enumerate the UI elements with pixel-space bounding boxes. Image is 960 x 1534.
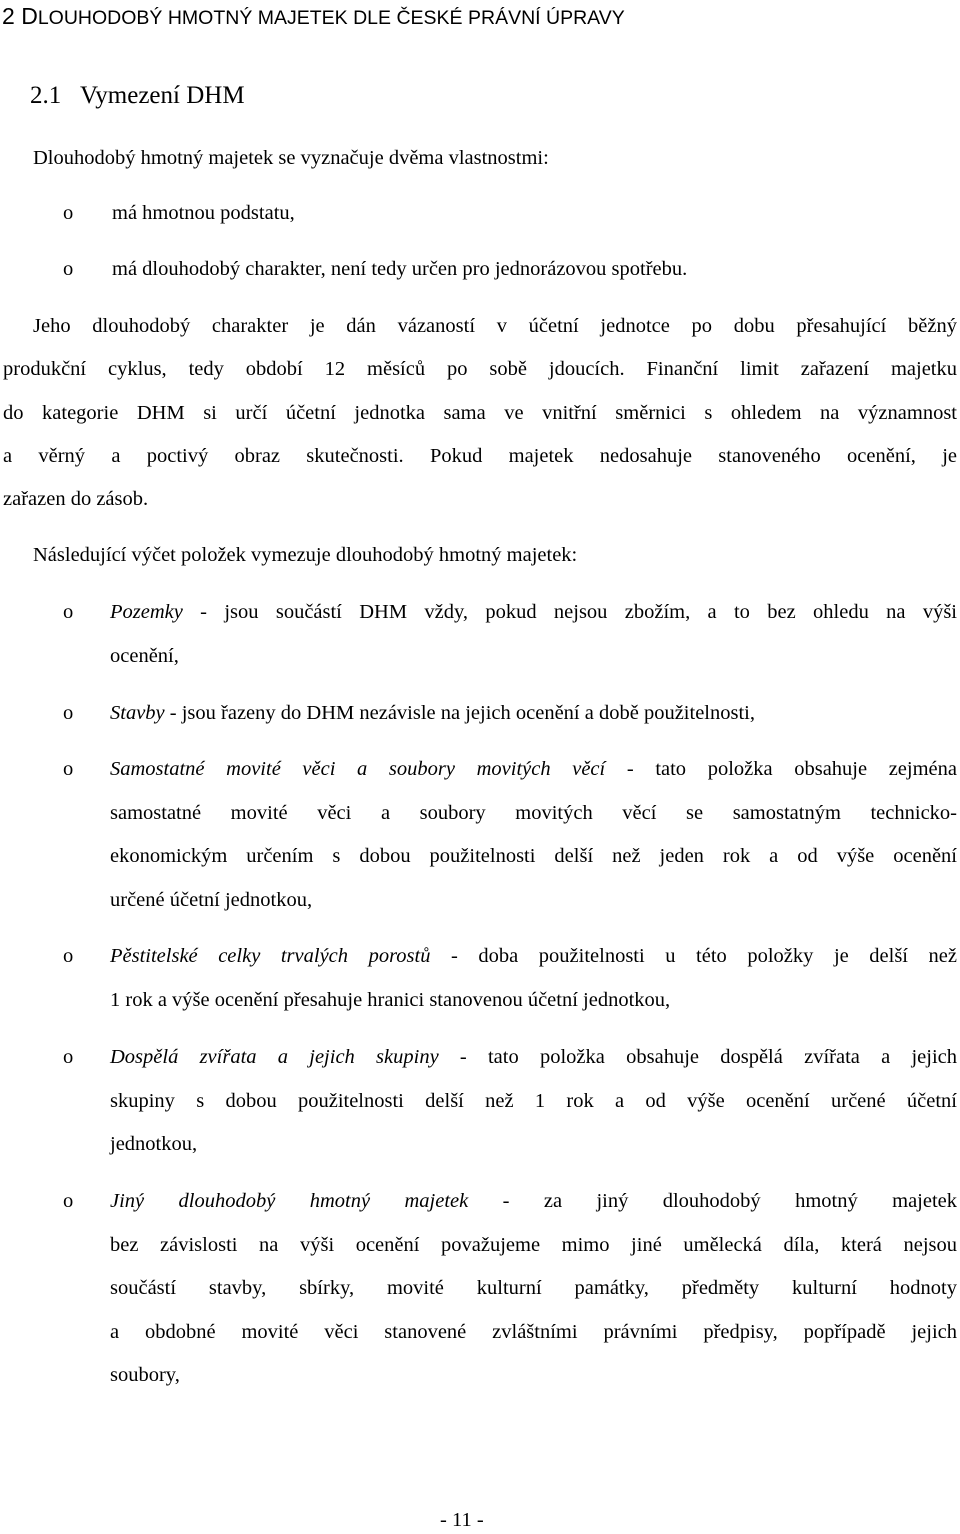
property-item: má hmotnou podstatu, [112, 202, 295, 224]
list-intro-text: Následující výčet položek vymezuje dlouhodobý hmotný majetek: [33, 544, 578, 566]
list-item-text: - jsou součástí DHM vždy, pokud nejsou zbožím, a to bez ohledu na výši [182, 601, 957, 623]
list-item-text: - tato položka obsahuje zejména [605, 758, 957, 780]
list-item-term: Samostatné movité věci a soubory movitých věcí [110, 758, 606, 780]
list-item-text: - tato položka obsahuje dospělá zvířata a jejich [438, 1046, 957, 1068]
section-number: 2.1 [30, 82, 62, 109]
list-item-line [110, 598, 957, 626]
list-item-line: skupiny s dobou použitelnosti delší než 1 rok a od výše ocenění určené účetní [110, 1090, 957, 1112]
list-item-line: součástí stavby, sbírky, movité kulturní památky, předměty kulturní hodnoty [110, 1277, 957, 1299]
paragraph-line: produkční cyklus, tedy období 12 měsíců po sobě jdoucích. Finanční limit zařazení majetku [3, 358, 957, 380]
chapter-number: 2 [2, 3, 15, 29]
list-item-term: Stavby [110, 702, 165, 724]
list-item-line: ekonomickým určením s dobou použitelnosti delší než jeden rok a od výše ocenění [110, 845, 957, 867]
list-item-line [110, 755, 957, 783]
list-item-line [110, 699, 755, 727]
section-heading [30, 80, 245, 112]
list-item-term: Dospělá zvířata a jejich skupiny [110, 1046, 439, 1068]
intro-text: Dlouhodobý hmotný majetek se vyznačuje dvěma vlastnostmi: [33, 147, 549, 169]
list-bullet: o [63, 945, 74, 967]
list-bullet: o [63, 702, 74, 724]
list-item-line: a obdobné movité věci stanovené zvláštními právními předpisy, popřípadě jejich [110, 1321, 957, 1343]
paragraph-line: do kategorie DHM si určí účetní jednotka sama ve vnitřní směrnici s ohledem na významnost [3, 402, 957, 424]
list-item-text: - za jiný dlouhodobý hmotný majetek [468, 1190, 958, 1212]
chapter-title-first-letter: D [21, 3, 38, 29]
list-item-text: - jsou řazeny do DHM nezávisle na jejich ocenění a době použitelnosti, [164, 702, 755, 724]
chapter-title-rest: LOUHODOBÝ HMOTNÝ MAJETEK DLE ČESKÉ PRÁVNÍ ÚPRAVY [37, 7, 625, 29]
list-item-term: Pěstitelské celky trvalých porostů [110, 945, 431, 967]
list-item-term: Pozemky [110, 601, 183, 623]
list-bullet: o [63, 1190, 74, 1212]
list-item-line [110, 1187, 957, 1215]
list-item-line: bez závislosti na výši ocenění považujeme mimo jiné umělecká díla, která nejsou [110, 1234, 957, 1256]
list-bullet: o [63, 1046, 74, 1068]
list-item-line: jednotkou, [110, 1133, 198, 1155]
list-item-line: 1 rok a výše ocenění přesahuje hranici stanovenou účetní jednotkou, [110, 989, 671, 1011]
list-item-term: Jiný dlouhodobý hmotný majetek [110, 1190, 469, 1212]
list-item-line: soubory, [110, 1364, 180, 1386]
section-title: Vymezení DHM [80, 82, 245, 109]
list-item-text: - doba použitelnosti u této položky je delší než [430, 945, 957, 967]
paragraph-line: Jeho dlouhodobý charakter je dán vázaností v účetní jednotce po dobu přesahující běžný [33, 315, 957, 337]
paragraph-line: a věrný a poctivý obraz skutečnosti. Pokud majetek nedosahuje stanoveného ocenění, je [3, 445, 957, 467]
list-bullet: o [63, 601, 74, 623]
list-item-line [110, 942, 957, 970]
list-item-line: ocenění, [110, 645, 179, 667]
list-item-line: určené účetní jednotkou, [110, 889, 313, 911]
property-item: má dlouhodobý charakter, není tedy určen pro jednorázovou spotřebu. [112, 258, 688, 280]
page-number: - 11 - [440, 1509, 484, 1531]
list-item-line: samostatné movité věci a soubory movitých věcí se samostatným technicko- [110, 802, 957, 824]
property-bullet: o [63, 202, 74, 224]
chapter-heading [2, 0, 625, 34]
paragraph-line: zařazen do zásob. [3, 488, 149, 510]
property-bullet: o [63, 258, 74, 280]
list-bullet: o [63, 758, 74, 780]
list-item-line [110, 1043, 957, 1071]
